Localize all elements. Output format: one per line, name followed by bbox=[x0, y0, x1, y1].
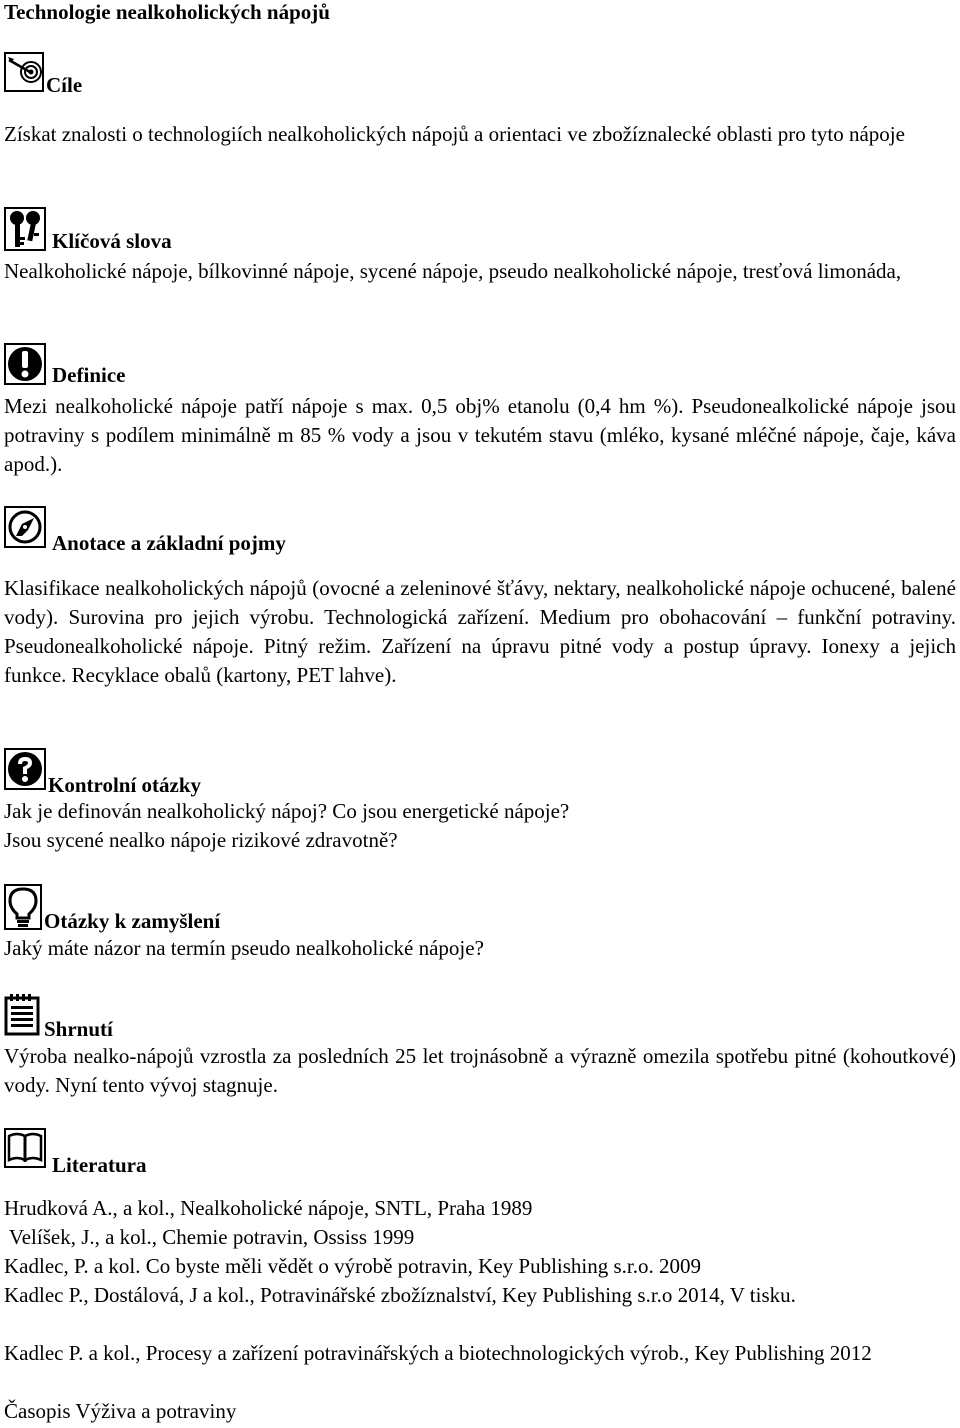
target-icon bbox=[4, 52, 44, 92]
reference-item: Hrudková A., a kol., Nealkoholické nápoje, SNTL, Praha 1989 bbox=[4, 1196, 533, 1220]
section-heading-label: Shrnutí bbox=[44, 1017, 113, 1041]
question-icon bbox=[4, 748, 46, 790]
section-text-klicova-slova: Nealkoholické nápoje, bílkovinné nápoje, sycené nápoje, pseudo nealkoholické nápoje, tresťová limonáda, bbox=[4, 259, 902, 283]
reference-item: Kadlec P., Dostálová, J a kol., Potravinářské zbožíznalství, Key Publishing s.r.o 2014, V tisku. bbox=[4, 1283, 796, 1307]
section-heading-label: Literatura bbox=[52, 1153, 147, 1177]
section-heading-definice bbox=[4, 343, 904, 389]
reference-item: Časopis Výživa a potraviny bbox=[4, 1399, 237, 1423]
keys-icon bbox=[4, 207, 46, 251]
exclamation-icon bbox=[4, 343, 46, 385]
section-text-shrnuti: Výroba nealko-nápojů vzrostla za posledních 25 let trojnásobně a výrazně omezila spotřebu pitné (kohoutkové) vody. Nyní tento vývoj stagnuje. bbox=[4, 1044, 956, 1097]
section-heading-kontrolni bbox=[4, 748, 904, 797]
section-heading-zamysleni bbox=[4, 884, 904, 933]
notepad-icon bbox=[4, 992, 42, 1036]
section-heading-cile bbox=[4, 52, 904, 98]
reference-item: Velíšek, J., a kol., Chemie potravin, Ossiss 1999 bbox=[4, 1225, 415, 1249]
compass-icon bbox=[4, 506, 46, 548]
section-heading-label: Kontrolní otázky bbox=[48, 773, 202, 797]
section-heading-anotace bbox=[4, 506, 904, 555]
section-heading-label: Cíle bbox=[46, 73, 83, 97]
section-heading-literatura bbox=[4, 1128, 904, 1177]
question-line-2: Jsou sycené nealko nápoje rizikové zdravotně? bbox=[4, 828, 398, 852]
question-line-1: Jak je definován nealkoholický nápoj? Co jsou energetické nápoje? bbox=[4, 799, 570, 823]
page-title: Technologie nealkoholických nápojů bbox=[4, 0, 330, 24]
section-heading-klicova-slova bbox=[4, 207, 904, 253]
section-text-zamysleni: Jaký máte názor na termín pseudo nealkoholické nápoje? bbox=[4, 936, 484, 960]
section-heading-label: Otázky k zamyšlení bbox=[44, 909, 221, 933]
section-heading-label: Definice bbox=[52, 363, 126, 387]
lightbulb-icon bbox=[4, 884, 42, 930]
reference-item: Kadlec P. a kol., Procesy a zařízení potravinářských a biotechnologických výrob., Key Publishing 2012 bbox=[4, 1341, 872, 1365]
section-heading-shrnuti bbox=[4, 992, 904, 1041]
section-heading-label: Klíčová slova bbox=[52, 229, 172, 253]
section-heading-label: Anotace a základní pojmy bbox=[52, 531, 286, 555]
section-text-definice: Mezi nealkoholické nápoje patří nápoje s max. 0,5 obj% etanolu (0,4 hm %). Pseudonealkolické nápoje jsou potraviny s podílem minimálně m 85 % vody a jsou v tekutém stavu (mléko, kysané mléčné nápoje, čaje, káva apod.). bbox=[4, 394, 956, 476]
book-icon bbox=[4, 1128, 46, 1168]
section-text-cile: Získat znalosti o technologiích nealkoholických nápojů a orientaci ve zbožíznalecké oblasti pro tyto nápoje bbox=[4, 122, 905, 146]
reference-item: Kadlec, P. a kol. Co byste měli vědět o výrobě potravin, Key Publishing s.r.o. 2009 bbox=[4, 1254, 701, 1278]
section-text-anotace: Klasifikace nealkoholických nápojů (ovocné a zeleninové šťávy, nektary, nealkoholické nápoje ochucené, balené vody). Surovina pro jejich výrobu. Technologická zařízení. Medium pro obohacování – funkční potraviny. Pseudonealkoholické nápoje. Pitný režim. Zařízení na úpravu pitné vody a postup úpravy. Ionexy a jejich funkce. Recyklace obalů (kartony, PET lahve). bbox=[4, 576, 956, 687]
